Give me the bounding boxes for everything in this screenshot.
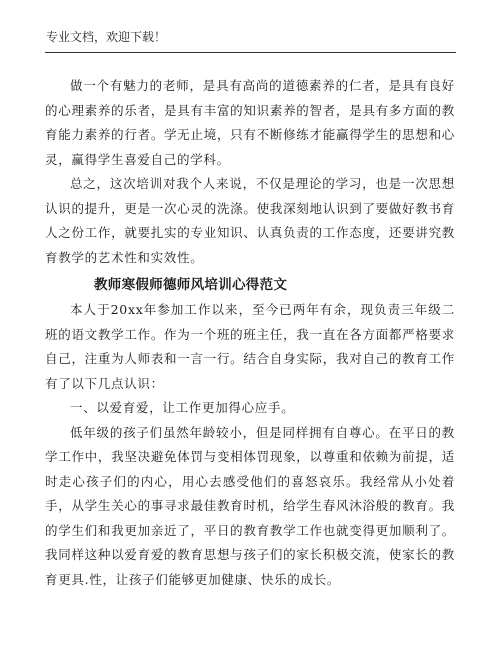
paragraph-intro: 本人于20xx年参加工作以来，至今已两年有余，现负责三年级二班的语文教学工作。作为一个班的班主任，我一直在各方面都严格要求自己，注重为人师表和一言一行。结合自身实际，我对自己的教育工作有了以下几点认识： (45, 302, 455, 391)
paragraph-charm-teacher: 做一个有魅力的老师，是具有高尚的道德素养的仁者，是具有良好的心理素养的乐者，是具有丰富的知识素养的智者，是具有多方面的教育能力素养的行者。学无止境，只有不断修练才能赢得学生的思想和心灵，赢得学生喜爱自己的学科。 (45, 78, 455, 167)
paragraph-love-education: 低年级的孩子们虽然年龄较小，但是同样拥有自尊心。在平日的教学工作中，我坚决避免体罚与变相体罚现象，以尊重和依赖为前提，适时走心孩子们的内心，用心去感受他们的喜怒哀乐。我经常从小处着手，从学生关心的事寻求最佳教育时机，给学生春风沐浴般的教育。我的学生们和我更加亲近了，平日的教育教学工作也就变得更加顺利了。我同样这种以爱育爱的教育思想与孩子们的家长积极交流，使家长的教育更具.性，让孩子们能够更加健康、快乐的成长。 (45, 424, 455, 587)
header-text: 专业文档，欢迎下载！ (46, 30, 167, 44)
section-title: 教师寒假师德师风培训心得范文 (94, 277, 288, 293)
paragraph-summary: 总之，这次培训对我个人来说，不仅是理论的学习，也是一次思想认识的提升，更是一次心灵的洗涤。使我深刻地认识到了要做好教书育人之份工作，就要扎实的专业知识、认真负责的工作态度，还要讲究教育教学的艺术性和实效性。 (45, 176, 455, 265)
header-divider (45, 52, 456, 53)
document-body (45, 74, 455, 592)
paragraph-heading-one: 一、以爱育爱，让工作更加得心应手。 (70, 400, 295, 415)
